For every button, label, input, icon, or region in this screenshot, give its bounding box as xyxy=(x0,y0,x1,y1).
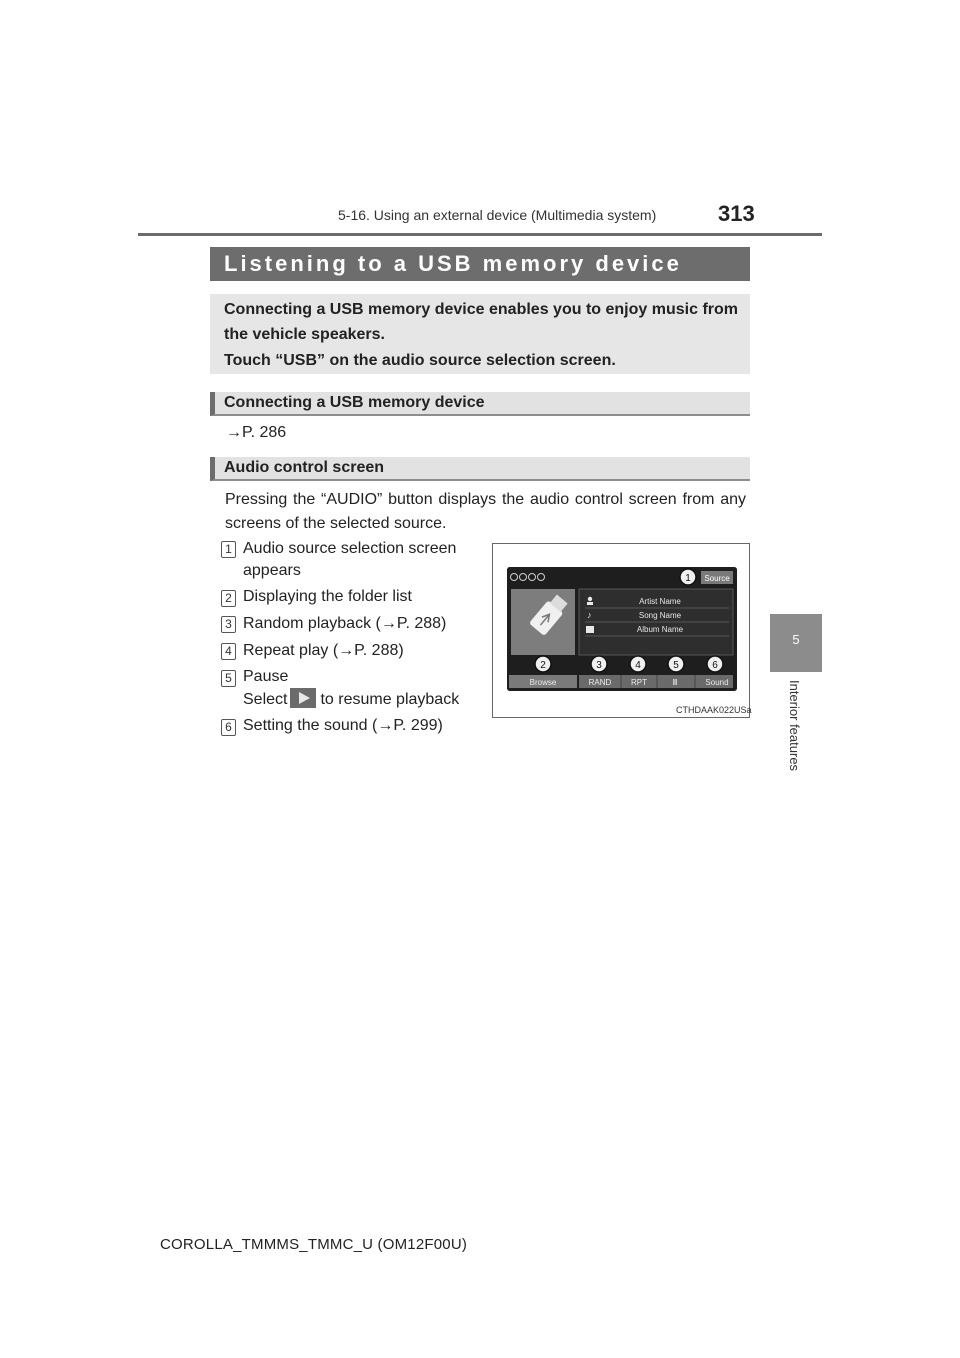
audio-control-heading: Audio control screen xyxy=(210,457,750,481)
intro-text-1: Connecting a USB memory device enables you to enjoy music from the vehicle speakers. xyxy=(224,301,738,343)
browse-label: Browse xyxy=(529,678,557,687)
album-icon xyxy=(586,626,594,633)
artist-icon xyxy=(588,597,592,601)
audio-control-paragraph: Pressing the “AUDIO” button displays the audio control screen from any screens of the selected source. xyxy=(225,491,746,532)
callout-5-label: 5 xyxy=(673,660,679,671)
item-text-part: to resume playback xyxy=(320,691,460,708)
item-text-part: Select xyxy=(243,691,288,708)
rand-label: RAND xyxy=(588,678,612,687)
item-number: 1 xyxy=(221,541,236,558)
song-icon: ♪ xyxy=(587,610,592,620)
list-item xyxy=(243,538,456,582)
item-text: Audio source selection screen xyxy=(243,540,457,557)
list-item: Random playback (→P. 288) xyxy=(243,615,447,632)
connecting-heading: Connecting a USB memory device xyxy=(210,392,750,416)
item-number: 3 xyxy=(221,616,236,633)
chapter-number: 5 xyxy=(792,632,800,647)
callout-6-label: 6 xyxy=(712,660,718,671)
rpt-label: RPT xyxy=(631,678,647,687)
intro-text-2: Touch “USB” on the audio source selection screen. xyxy=(224,352,616,369)
item-number: 6 xyxy=(221,719,236,736)
item-number: 4 xyxy=(221,643,236,660)
page-title: Listening to a USB memory device xyxy=(210,247,750,281)
chapter-label: Interior features xyxy=(787,680,802,772)
item-number: 2 xyxy=(221,590,236,607)
intro-box xyxy=(210,294,750,374)
item-text: Pause xyxy=(243,668,289,685)
page-reference: →P. 286 xyxy=(226,424,287,441)
item-text-cont xyxy=(243,688,459,711)
item-number: 5 xyxy=(221,670,236,687)
callout-4-label: 4 xyxy=(635,660,641,671)
pause-label: II xyxy=(672,678,678,687)
header-rule xyxy=(138,233,822,236)
figure-caption: CTHDAAK022USa xyxy=(676,705,752,715)
play-icon xyxy=(290,688,316,708)
callout-1-label: 1 xyxy=(685,573,691,584)
sound-label: Sound xyxy=(705,678,729,687)
item-text-cont: appears xyxy=(243,562,301,579)
source-button-label: Source xyxy=(704,574,730,583)
artist-icon-body xyxy=(587,602,593,605)
callout-2-label: 2 xyxy=(540,660,546,671)
document-footer: COROLLA_TMMMS_TMMC_U (OM12F00U) xyxy=(160,1236,468,1253)
album-name: Album Name xyxy=(636,625,684,634)
audio-screen-illustration xyxy=(507,567,737,691)
list-item xyxy=(243,666,459,711)
song-name: Song Name xyxy=(638,611,682,620)
list-item: Displaying the folder list xyxy=(243,588,412,605)
artist-name: Artist Name xyxy=(639,597,681,606)
section-title: 5-16. Using an external device (Multimedia system) xyxy=(338,207,657,223)
page-number: 313 xyxy=(718,201,755,226)
callout-3-label: 3 xyxy=(596,660,602,671)
list-item: Repeat play (→P. 288) xyxy=(243,642,404,659)
list-item: Setting the sound (→P. 299) xyxy=(243,717,443,734)
